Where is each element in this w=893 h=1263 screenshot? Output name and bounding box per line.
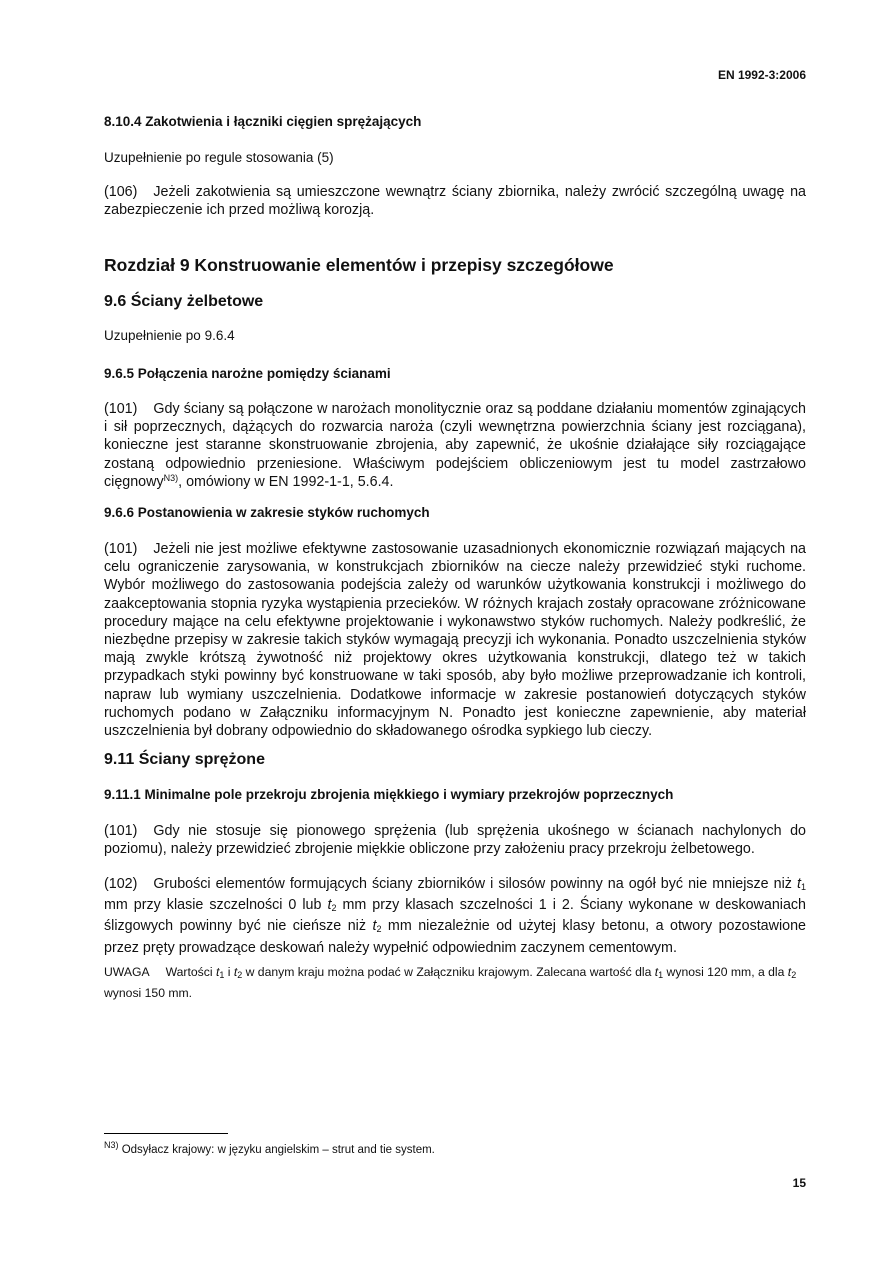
supplement-note-9-6: Uzupełnienie po 9.6.4 bbox=[104, 328, 235, 343]
heading-9-11: 9.11 Ściany sprężone bbox=[104, 751, 265, 768]
heading-9-6-6: 9.6.6 Postanowienia w zakresie styków ruchomych bbox=[104, 505, 430, 520]
heading-9-6-5: 9.6.5 Połączenia narożne pomiędzy ścianami bbox=[104, 366, 391, 381]
note-uwaga bbox=[104, 964, 806, 1002]
symbol-t: t bbox=[233, 965, 238, 979]
heading-9-6: 9.6 Ściany żelbetowe bbox=[104, 293, 264, 310]
heading-8-10-4: 8.10.4 Zakotwienia i łączniki cięgien sprężających bbox=[104, 114, 422, 129]
paragraph-106 bbox=[104, 183, 806, 219]
paragraph-9-6-5-101 bbox=[104, 400, 806, 491]
paragraph-9-6-6-101 bbox=[104, 540, 806, 740]
text-segment: wynosi 120 mm, a dla bbox=[663, 965, 788, 979]
text-segment: mm niezależnie od użytej klasy betonu, a otwory pozostawione przez pręty prowadzące deskowań należy wypełnić odpowiednim zaczynem cementowym. bbox=[104, 918, 806, 956]
text-segment: i bbox=[224, 965, 234, 979]
footnote-n3 bbox=[104, 1140, 435, 1156]
symbol-t: t bbox=[797, 876, 801, 892]
paragraph-number: (106) bbox=[104, 184, 138, 200]
page-number: 15 bbox=[792, 1176, 806, 1190]
paragraph-number: (101) bbox=[104, 541, 138, 557]
subscript: 1 bbox=[658, 970, 664, 980]
text-segment: mm przy klasie szczelności 0 lub bbox=[104, 897, 328, 914]
paragraph-text: Gdy nie stosuje się pionowego sprężenia (lub sprężenia ukośnego w ścianach nachylonych do poziomu), należy przewidzieć zbrojenie miękkie obliczone przy założeniu pracy przekroju żelbetowego. bbox=[104, 823, 806, 858]
paragraph-number: (101) bbox=[104, 823, 138, 839]
subscript: 1 bbox=[800, 882, 806, 892]
note-label: UWAGA bbox=[104, 965, 150, 979]
symbol-t: t bbox=[787, 965, 792, 979]
paragraph-9-11-1-101 bbox=[104, 822, 806, 858]
paragraph-number: (102) bbox=[104, 876, 138, 892]
subscript: 2 bbox=[376, 924, 382, 935]
subscript: 2 bbox=[791, 970, 797, 980]
footnote-reference[interactable]: N3) bbox=[163, 472, 179, 483]
heading-9-11-1: 9.11.1 Minimalne pole przekroju zbrojenia miękkiego i wymiary przekrojów poprzecznych bbox=[104, 787, 674, 802]
footnote-mark: N3) bbox=[104, 1140, 119, 1150]
footnote-text: Odsyłacz krajowy: w języku angielskim – strut and tie system. bbox=[118, 1144, 435, 1156]
text-segment: w danym kraju można podać w Załączniku krajowym. Zalecana wartość dla bbox=[242, 965, 655, 979]
text-segment: Wartości bbox=[165, 965, 216, 979]
subscript: 2 bbox=[331, 903, 337, 914]
document-header-standard: EN 1992-3:2006 bbox=[717, 68, 806, 82]
subscript: 2 bbox=[237, 970, 243, 980]
symbol-t: t bbox=[372, 918, 377, 935]
paragraph-text-tail: , omówiony w EN 1992-1-1, 5.6.4. bbox=[178, 473, 394, 490]
text-segment: wynosi 150 mm. bbox=[104, 985, 193, 1000]
footnote-separator bbox=[104, 1133, 228, 1134]
paragraph-text: Gdy ściany są połączone w narożach monolitycznie oraz są poddane działaniu momentów zginających i sił poprzecznych, dążących do rozwarcia naroża (czyli wewnętrzna powierzchnia ściany jest rozciągana), konieczne jest staranne skonstruowanie zbrojenia, aby zapewnić, że ukośnie działające siły rozciągające zostaną odpowiednio przeniesione. Właściwym podejściem obliczeniowym jest tu model zastrzałowo cięgnowy bbox=[104, 401, 806, 490]
paragraph-number: (101) bbox=[104, 401, 138, 417]
chapter-9-heading: Rozdział 9 Konstruowanie elementów i przepisy szczegółowe bbox=[104, 255, 614, 275]
text-segment: Grubości elementów formujących ściany zbiorników i silosów powinny na ogół być nie mniejsze niż bbox=[153, 876, 797, 892]
paragraph-text: Jeżeli nie jest możliwe efektywne zastosowanie uzasadnionych ekonomicznie rozwiązań mających na celu ograniczenie zarysowania, w konstrukcjach zbiorników na ciecze należy przewidzieć styki ruchome. Wybór możliwego do zastosowania podejścia zależy od warunków użytkowania konstrukcji i możliwego do zaakceptowania stopnia ryzyka wystąpienia przecieków. W różnych krajach zostały opracowane zróżnicowane procedury mające na celu efektywne projektowanie i wykonawstwo styków ruchomych. Należy podkreślić, że niezbędne przepisy w zakresie takich styków wymagają precyzji ich wykonania. Ponadto uszczelnienia styków mają zwykle krótszą żywotność niż projektowy okres użytkowania konstrukcji, dlatego też w takich przypadkach styki powinny być konstruowane w taki sposób, aby było możliwe przeprowadzanie ich kontroli, napraw lub wymiany uszczelnienia. Dodatkowe informacje w zakresie postanowień dotyczących styków ruchomych podano w Załączniku informacyjnym N. Ponadto jest konieczne zapewnienie, aby materiał uszczelnienia był dobrany odpowiednio do składowanego ośrodka sypkiego lub cieczy. bbox=[104, 541, 806, 740]
subscript: 1 bbox=[219, 970, 225, 980]
symbol-t: t bbox=[215, 965, 220, 979]
symbol-t: t bbox=[327, 897, 332, 914]
text-segment: mm przy klasach szczelności 1 i 2. Ściany wykonane w deskowaniach ślizgowych powinny być nie cieńsze niż bbox=[104, 897, 806, 935]
paragraph-text: Jeżeli zakotwienia są umieszczone wewnątrz ściany zbiornika, należy zwrócić szczególną uwagę na zabezpieczenie ich przed możliwą korozją. bbox=[104, 184, 806, 219]
paragraph-9-11-1-102 bbox=[104, 875, 806, 957]
supplement-note-8-10-4: Uzupełnienie po regule stosowania (5) bbox=[104, 150, 334, 165]
symbol-t: t bbox=[654, 965, 659, 979]
